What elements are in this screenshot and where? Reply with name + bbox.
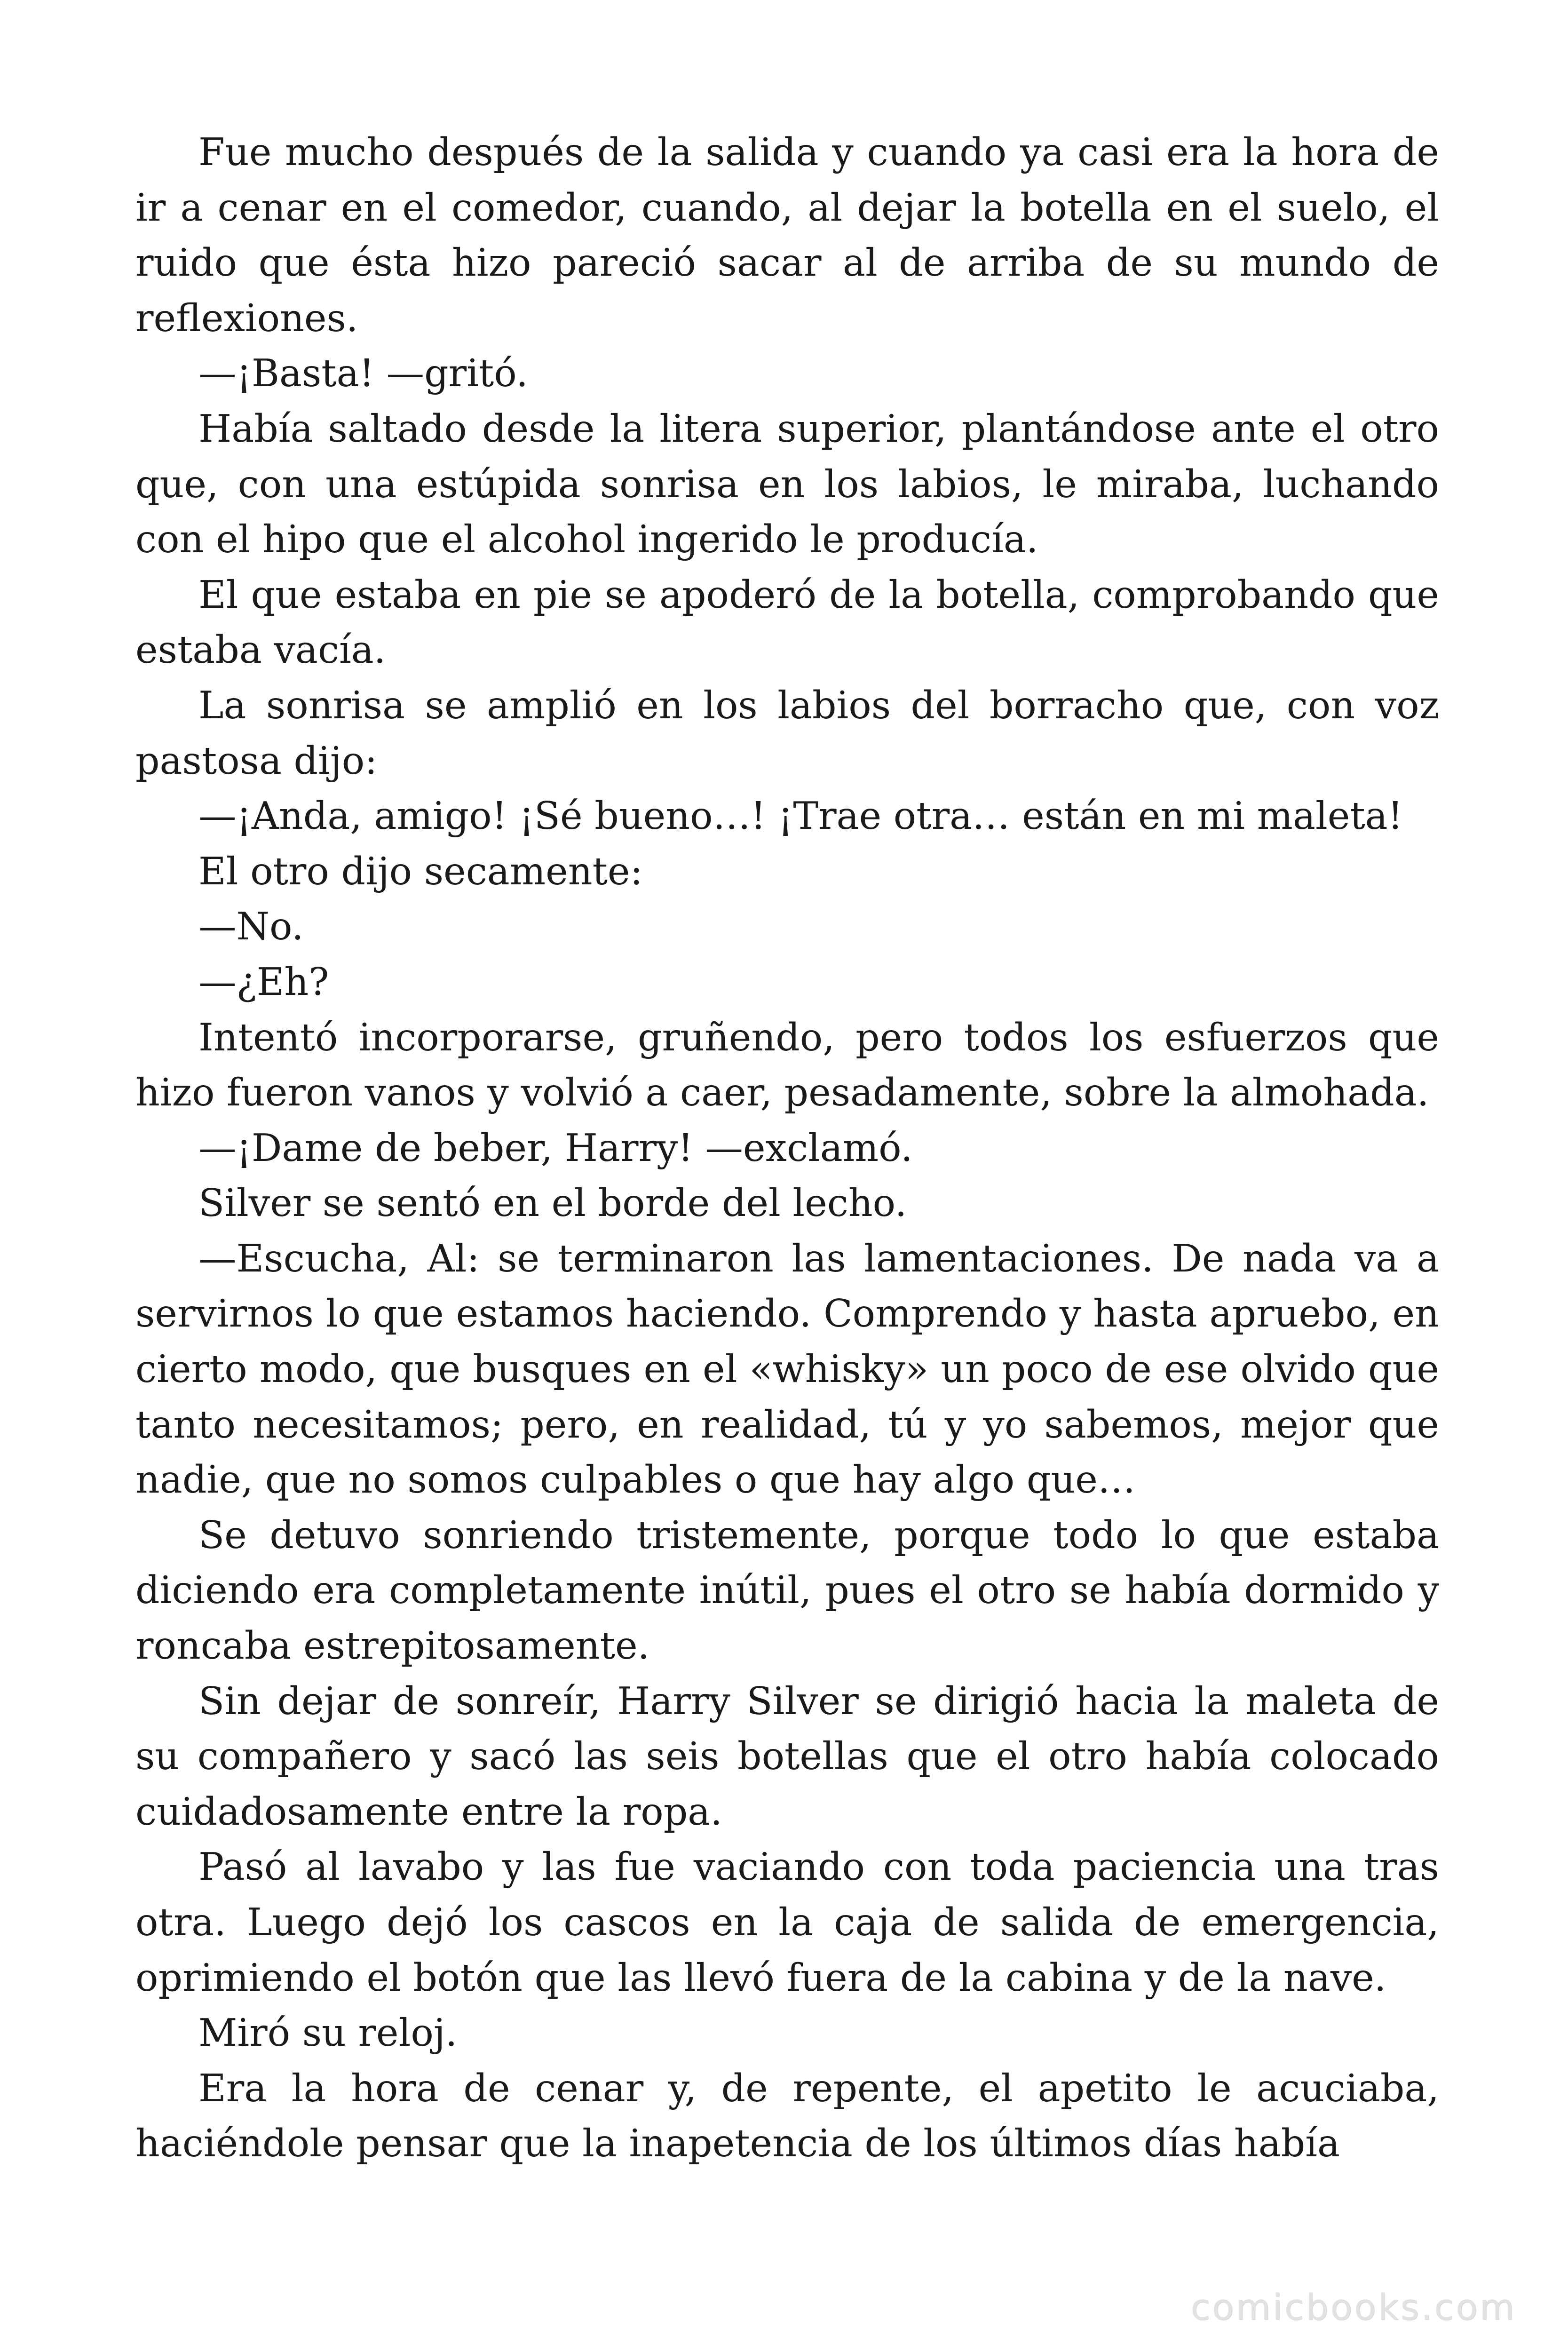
paragraph: Silver se sentó en el borde del lecho.: [198, 1181, 907, 1225]
paragraph: Intentó incorporarse, gruñendo, pero todos los esfuerzos que hizo fueron vanos y volvió a caer, pesadamente, sobre la almohada.: [135, 1015, 1439, 1115]
paragraph: El otro dijo secamente:: [198, 849, 643, 893]
watermark: comicbooks.com: [1190, 2286, 1516, 2328]
paragraph: —¿Eh?: [198, 959, 329, 1004]
paragraph: —¡Dame de beber, Harry! —exclamó.: [198, 1125, 913, 1170]
paragraph: Pasó al lavabo y las fue vaciando con toda paciencia una tras otra. Luego dejó los cascos en la caja de salida de emergencia, oprimiendo el botón que las llevó fuera de la cabina y de la nave.: [135, 1844, 1439, 2000]
paragraph: Había saltado desde la litera superior, plantándose ante el otro que, con una estúpida sonrisa en los labios, le miraba, luchando con el hipo que el alcohol ingerido le producía.: [135, 406, 1439, 562]
paragraph: La sonrisa se amplió en los labios del borracho que, con voz pastosa dijo:: [135, 683, 1439, 783]
paragraph: Se detuvo sonriendo tristemente, porque todo lo que estaba diciendo era completamente inútil, pues el otro se había dormido y roncaba estrepitosamente.: [135, 1512, 1439, 1668]
paragraph: —¡Basta! —gritó.: [198, 351, 528, 396]
paragraph: —Escucha, Al: se terminaron las lamentaciones. De nada va a servirnos lo que estamos haciendo. Comprendo y hasta apruebo, en cierto modo, que busques en el «whisky» un poco de ese olvido que tanto necesitamos; pero, en realidad, tú y yo sabemos, mejor que nadie, que no somos culpables o que hay algo que…: [135, 1236, 1439, 1502]
paragraph: Miró su reloj.: [198, 2010, 458, 2055]
paragraph: —¡Anda, amigo! ¡Sé bueno…! ¡Trae otra… están en mi maleta!: [198, 794, 1403, 838]
page-body: [135, 125, 1439, 2260]
paragraph: El que estaba en pie se apoderó de la botella, comprobando que estaba vacía.: [135, 572, 1439, 672]
paragraph: Era la hora de cenar y, de repente, el apetito le acuciaba, haciéndole pensar que la inapetencia de los últimos días había: [135, 2066, 1439, 2166]
paragraph: Fue mucho después de la salida y cuando ya casi era la hora de ir a cenar en el comedor, cuando, al dejar la botella en el suelo, el ruido que ésta hizo pareció sacar al de arriba de su mundo de reflexiones.: [135, 130, 1439, 340]
paragraph: Sin dejar de sonreír, Harry Silver se dirigió hacia la maleta de su compañero y sacó las seis botellas que el otro había colocado cuidadosamente entre la ropa.: [135, 1678, 1439, 1834]
paragraph: —No.: [198, 904, 304, 949]
